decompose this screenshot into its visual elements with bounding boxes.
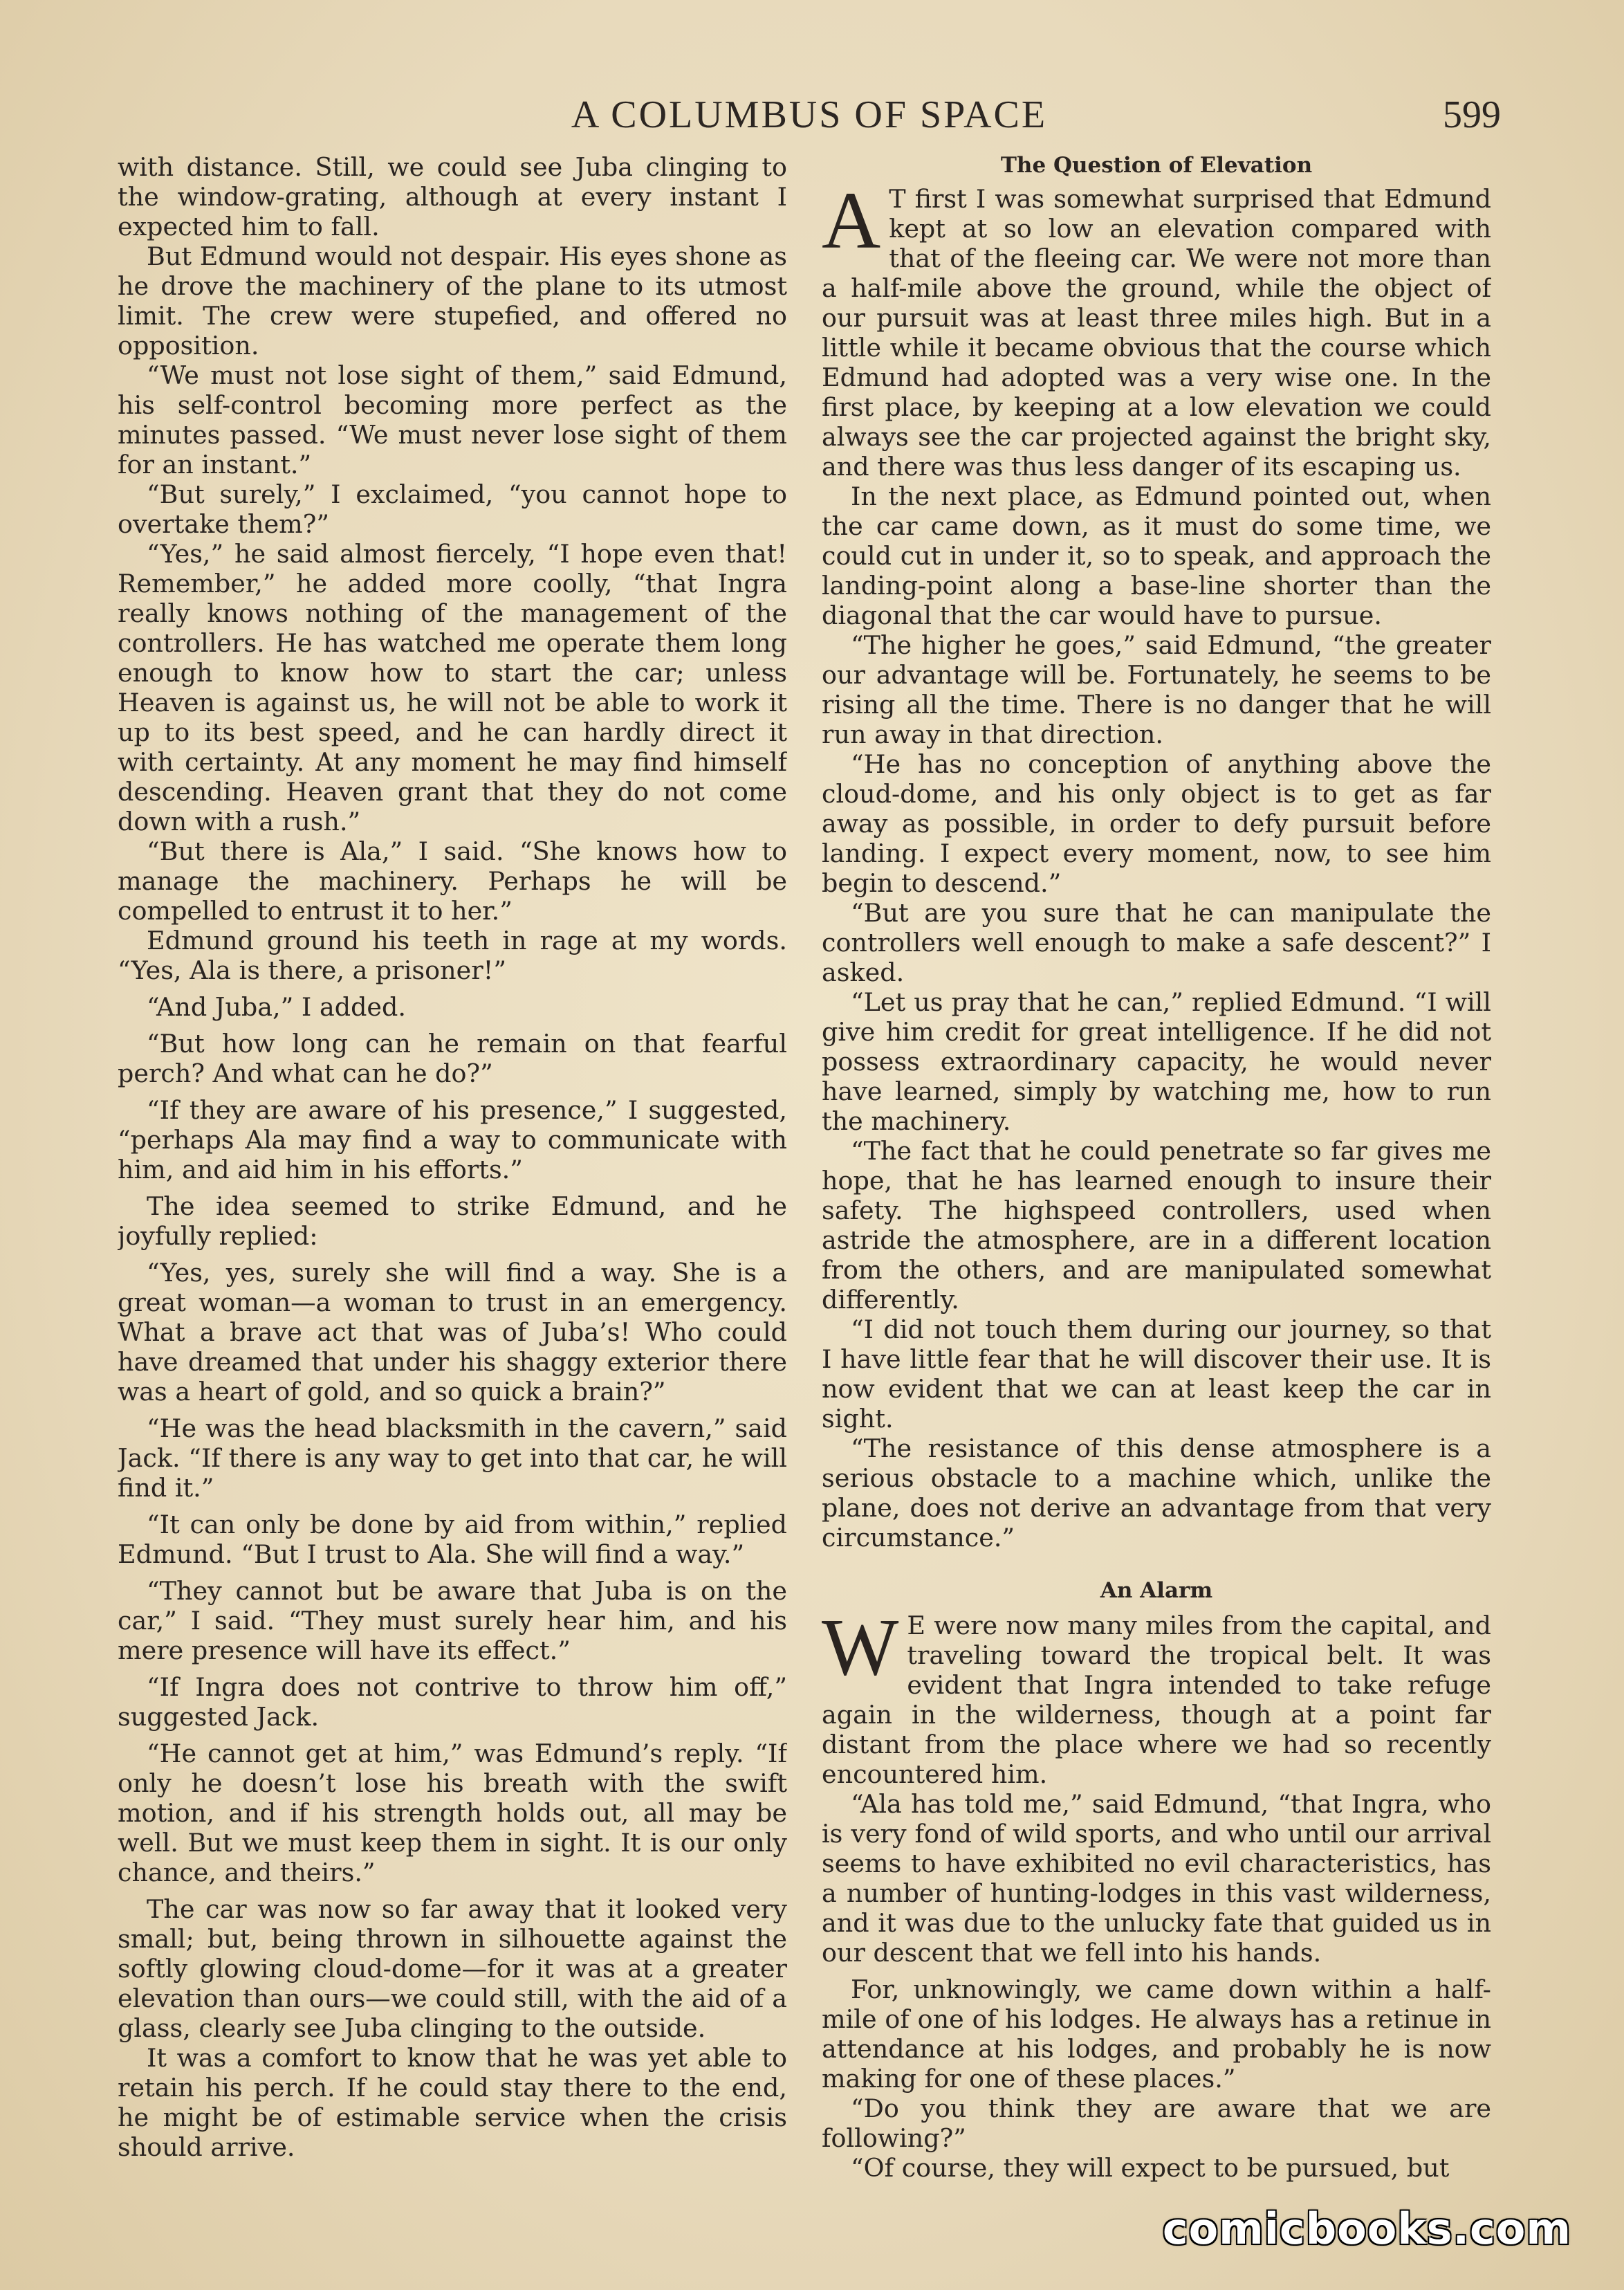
paragraph — [822, 1602, 1491, 1789]
paragraph: “And Juba,” I added. — [147, 992, 406, 1022]
drop-cap: W — [822, 1602, 899, 1692]
paragraph: The idea seemed to strike Edmund, and he joyfully replied: — [118, 1191, 787, 1251]
paragraph: The car was now so far away that it looked very small; but, being thrown in silhouette against the softly glowing cloud-dome—for it was at a greater elevation than ours—we could still, with the aid of a glass, clearly see Juba clinging to the outside. — [118, 1894, 787, 2043]
paragraph — [822, 175, 1491, 482]
paragraph-text: T first I was somewhat surprised that Edmund kept at so low an elevation compared with that of the fleeing car. We were not more than a half-mile above the ground, while the object of our pursuit was at least three miles high. But in a little while it became obvious that the course which Edmund had adopted was a very wise one. In the first place, by keeping at a low elevation we could always see the car projected against the bright sky, and there was thus less danger of its escaping us. — [822, 184, 1491, 482]
paragraph: “We must not lose sight of them,” said Edmund, his self-control becoming more perfect as the minutes passed. “We must never lose sight of them for an instant.” — [118, 360, 787, 479]
paragraph: “Yes,” he said almost fiercely, “I hope even that! Remember,” he added more coolly, “that Ingra really knows nothing of the management of the controllers. He has watched me operate them long enough to know how to start the car; unless Heaven is against us, he will not be able to work it up to its best speed, and he can hardly direct it with certainty. At any moment he may find himself descending. Heaven grant that they do not come down with a rush.” — [118, 539, 787, 836]
paragraph: “It can only be done by aid from within,” replied Edmund. “But I trust to Ala. She will find a way.” — [118, 1510, 787, 1569]
paragraph: Edmund ground his teeth in rage at my words. “Yes, Ala is there, a prisoner!” — [118, 926, 787, 985]
paragraph: For, unknowingly, we came down within a half-mile of one of his lodges. He always has a retinue in attendance at his lodges, and probably he is now making for one of these places.” — [822, 1975, 1491, 2094]
paragraph: “Ala has told me,” said Edmund, “that Ingra, who is very fond of wild sports, and who until our arrival seems to have exhibited no evil characteristics, has a number of hunting-lodges in this vast wilderness, and it was due to the unlucky fate that guided us in our descent that we fell into his hands. — [822, 1789, 1491, 1968]
paragraph: “He has no conception of anything above the cloud-dome, and his only object is to get as far away as possible, in order to defy pursuit before landing. I expect every moment, now, to see him begin to descend.” — [822, 749, 1491, 898]
paragraph: “Do you think they are aware that we are following?” — [822, 2094, 1491, 2153]
paragraph: “But how long can he remain on that fearful perch? And what can he do?” — [118, 1029, 787, 1088]
paragraph: “I did not touch them during our journey, so that I have little fear that he will discover their use. It is now evident that we can at least keep the car in sight. — [822, 1315, 1491, 1433]
paragraph: “But are you sure that he can manipulate the controllers well enough to make a safe descent?” I asked. — [822, 898, 1491, 987]
paragraph: It was a comfort to know that he was yet able to retain his perch. If he could stay there to the end, he might be of estimable service when the crisis should arrive. — [118, 2043, 787, 2162]
running-title: A COLUMBUS OF SPACE — [571, 93, 1048, 136]
section-heading: An Alarm — [1100, 1578, 1213, 1603]
page-header — [118, 93, 1501, 141]
paragraph: “He was the head blacksmith in the cavern,” said Jack. “If there is any way to get into that car, he will find it.” — [118, 1413, 787, 1503]
paragraph: “Let us pray that he can,” replied Edmund. “I will give him credit for great intelligence. If he did not possess extraordinary capacity, he would never have learned, simply by watching me, how to run the machinery. — [822, 987, 1491, 1136]
left-column — [118, 152, 787, 2200]
drop-cap: A — [822, 175, 881, 266]
paragraph: “They cannot but be aware that Juba is on the car,” I said. “They must surely hear him, and his mere presence will have its effect.” — [118, 1576, 787, 1665]
paragraph: “If Ingra does not contrive to throw him off,” suggested Jack. — [118, 1672, 787, 1732]
paragraph: “Yes, yes, surely she will find a way. She is a great woman—a woman to trust in an emergency. What a brave act that was of Juba’s! Who could have dreamed that under his shaggy exterior there was a heart of gold, and so quick a brain?” — [118, 1258, 787, 1407]
paragraph: But Edmund would not despair. His eyes shone as he drove the machinery of the plane to its utmost limit. The crew were stupefied, and offered no opposition. — [118, 241, 787, 360]
watermark: comicbooks.com — [1162, 2204, 1571, 2254]
paragraph: “He cannot get at him,” was Edmund’s reply. “If only he doesn’t lose his breath with the swift motion, and if his strength holds out, all may be well. But we must keep them in sight. It is our only chance, and theirs.” — [118, 1739, 787, 1887]
paragraph: “The resistance of this dense atmosphere is a serious obstacle to a machine which, unlike the plane, does not derive an advantage from that very circumstance.” — [822, 1433, 1491, 1552]
paragraph: “The higher he goes,” said Edmund, “the greater our advantage will be. Fortunately, he seems to be rising all the time. There is no danger that he will run away in that direction. — [822, 630, 1491, 749]
section-heading: The Question of Elevation — [1000, 153, 1313, 178]
paragraph: “But there is Ala,” I said. “She knows how to manage the machinery. Perhaps he will be compelled to entrust it to her.” — [118, 836, 787, 926]
paragraph: “The fact that he could penetrate so far gives me hope, that he has learned enough to insure their safety. The highspeed controllers, used when astride the atmosphere, are in a different location from the others, and are manipulated somewhat differently. — [822, 1136, 1491, 1315]
paragraph: “Of course, they will expect to be pursued, but — [851, 2153, 1450, 2183]
paragraph: “But surely,” I exclaimed, “you cannot hope to overtake them?” — [118, 479, 787, 539]
paragraph: with distance. Still, we could see Juba clinging to the window-grating, although at every instant I expected him to fall. — [118, 152, 787, 241]
paragraph-text: E were now many miles from the capital, and traveling toward the tropical belt. It was evident that Ingra intended to take refuge again in the wilderness, though at a point far distant from the place where we had so recently encountered him. — [822, 1611, 1491, 1789]
right-column — [822, 152, 1491, 2200]
paragraph: In the next place, as Edmund pointed out, when the car came down, as it must do some time, we could cut in under it, so to speak, and approach the landing-point along a base-line shorter than the diagonal that the car would have to pursue. — [822, 482, 1491, 630]
paragraph: “If they are aware of his presence,” I suggested, “perhaps Ala may find a way to communicate with him, and aid him in his efforts.” — [118, 1095, 787, 1184]
page-number: 599 — [1443, 93, 1501, 136]
